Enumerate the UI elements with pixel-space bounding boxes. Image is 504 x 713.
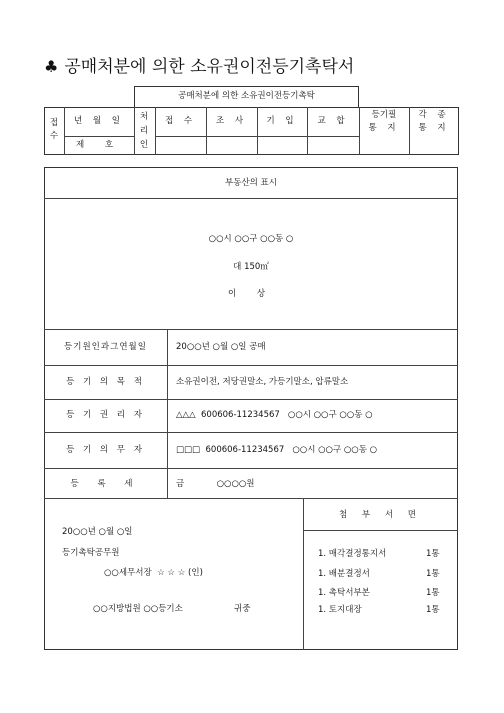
processor-label: 처 리 인 (139, 112, 149, 150)
property-heading: 부동산의 표시 (225, 178, 277, 188)
step-entry: 기 입 (266, 116, 298, 126)
footer-addressee: 귀중 (234, 604, 251, 614)
grid-line (44, 329, 458, 330)
attachment-qty: 1통 (426, 569, 440, 579)
receipt-label: 접 수 (49, 118, 59, 141)
row-value-cause-date: 20○○년 ○월 ○일 공매 (176, 342, 266, 352)
grid-line (44, 198, 458, 199)
header-top-label: 공매처분에 의한 소유권이전등기촉탁 (178, 91, 315, 101)
row-value-debtor: □□□ 600606-11234567 ○○시 ○○구 ○○동 ○ (176, 445, 378, 455)
property-end: 이 상 (227, 289, 275, 299)
attachment-name: 1. 매각결정통지서 (318, 549, 387, 559)
grid-line (206, 107, 207, 155)
grid-line (44, 399, 458, 400)
step-receipt: 접 수 (164, 116, 197, 126)
row-label-cause-date: 등기원인과그연월일 (64, 342, 147, 352)
grid-line (44, 468, 458, 469)
grid-line (44, 498, 458, 499)
grid-line (64, 136, 134, 137)
attachment-qty: 1통 (426, 588, 440, 598)
footer-office: ○○세무서장 ☆ ☆ ☆ (인) (104, 568, 203, 578)
step-check: 교 합 (317, 116, 349, 126)
grid-line (257, 107, 258, 155)
date-label: 년 월 일 (73, 116, 125, 126)
grid-line (44, 365, 458, 366)
grid-line (307, 107, 308, 155)
attachment-qty: 1통 (426, 549, 440, 559)
attachments-heading: 첨 부 서 면 (339, 510, 422, 520)
row-label-purpose: 등 기 의 목 적 (66, 377, 145, 387)
attachment-name: 1. 배분결정서 (318, 569, 370, 579)
title-text: 공매처분에 의한 소유권이전등기촉탁서 (64, 57, 355, 77)
notice-registered-2: 통 지 (368, 123, 400, 133)
number-label: 제 호 (75, 140, 123, 150)
property-address: ○○시 ○○구 ○○동 ○ (208, 234, 294, 244)
footer-court: ○○지방법원 ○○등기소 (93, 604, 183, 614)
property-land: 대 150㎡ (233, 262, 269, 272)
notice-registered-1: 등기필 (371, 110, 397, 120)
notice-various-2: 통 지 (418, 123, 450, 133)
attachment-qty: 1통 (426, 605, 440, 615)
grid-line (167, 329, 168, 498)
footer-official: 등기촉탁공무원 (62, 548, 120, 558)
row-label-registration-tax: 등 록 세 (70, 479, 141, 489)
grid-line (44, 432, 458, 433)
row-value-registration-tax: 금 ○○○○원 (176, 479, 255, 489)
attachment-name: 1. 촉탁서부본 (318, 588, 370, 598)
row-value-purpose: 소유권이전, 저당권말소, 가등기말소, 압류말소 (176, 377, 349, 387)
notice-various-1: 각 종 (418, 110, 450, 120)
row-label-debtor: 등 기 의 무 자 (66, 445, 145, 455)
attachment-name: 1. 토지대장 (318, 605, 362, 615)
footer-date: 20○○년 ○월 ○일 (62, 527, 133, 537)
step-review: 조 사 (215, 116, 248, 126)
club-icon: ♣ (44, 57, 59, 76)
grid-line (155, 107, 156, 155)
row-value-creditor: △△△ 600606-11234567 ○○시 ○○구 ○○동 ○ (176, 410, 373, 420)
grid-line (134, 107, 135, 155)
grid-line (303, 530, 458, 531)
page-title (44, 55, 354, 79)
row-label-creditor: 등 기 권 리 자 (66, 410, 145, 420)
